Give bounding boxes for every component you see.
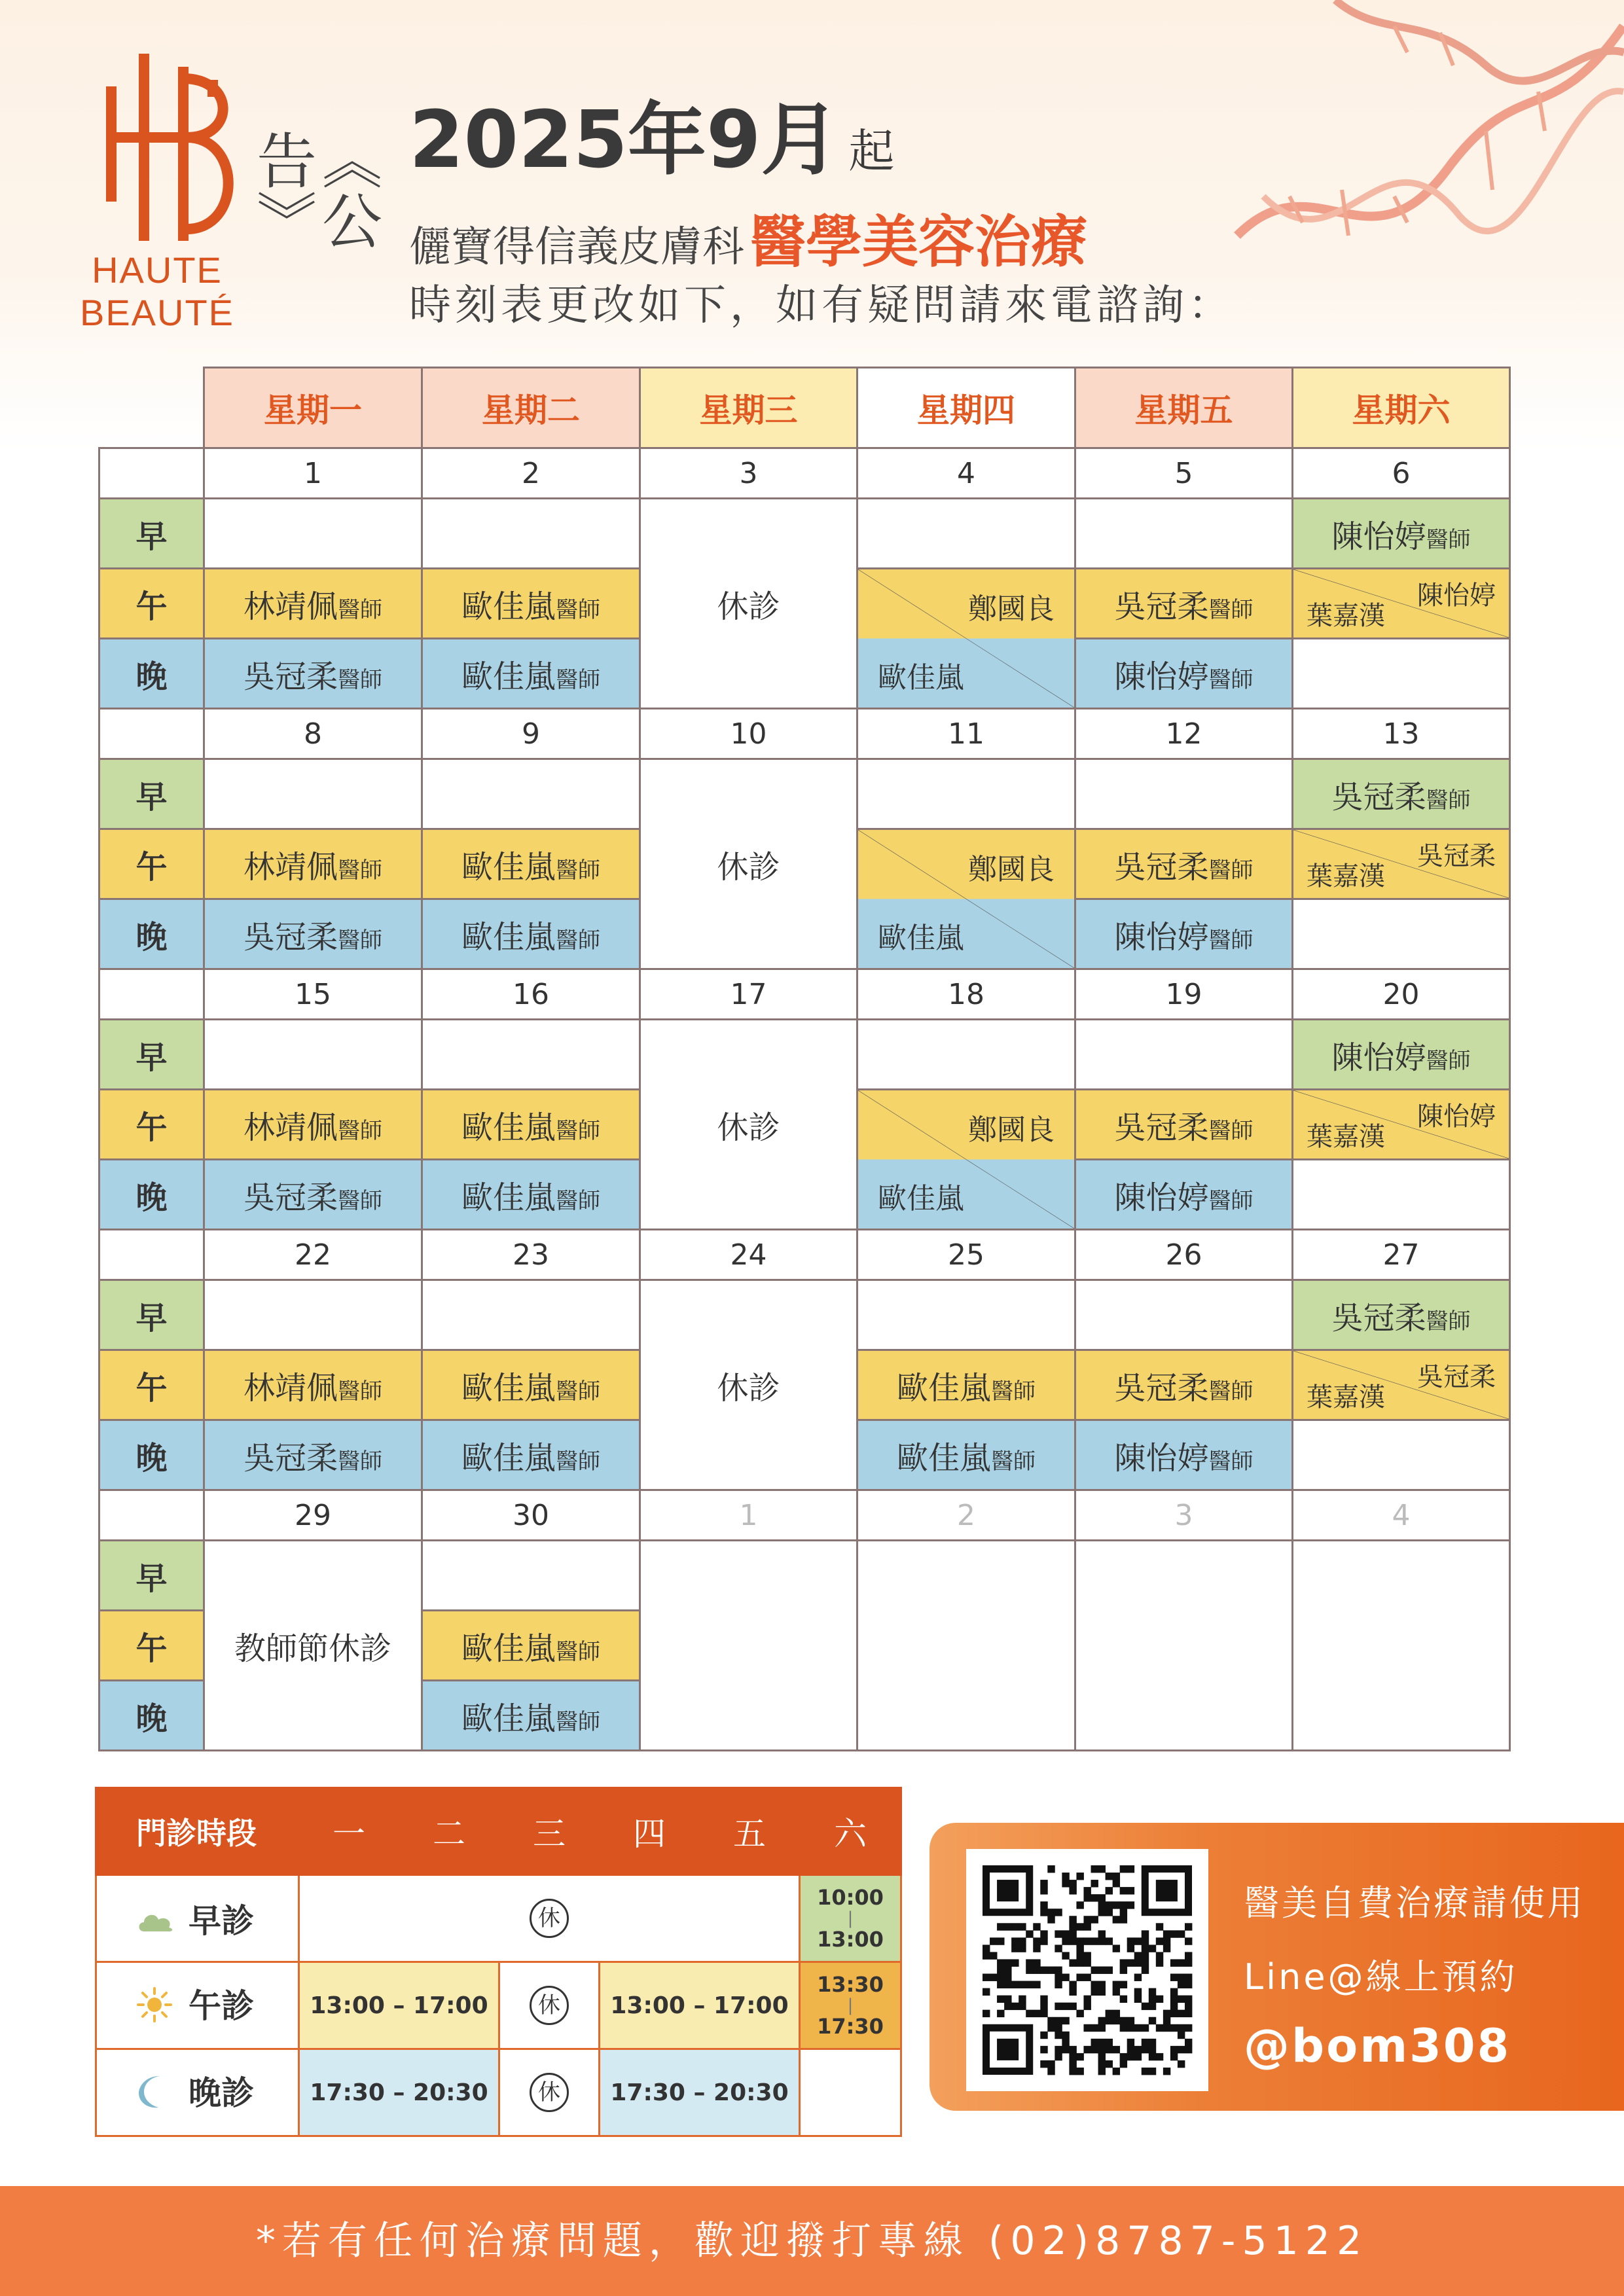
- doctor-cell: [1075, 639, 1293, 709]
- doctor-suffix: 醫師: [1426, 1047, 1471, 1074]
- date-corner: [99, 969, 204, 1020]
- rest-mark: 休: [530, 1899, 569, 1938]
- empty-slot: [1293, 899, 1510, 969]
- date-cell: 2: [857, 1490, 1075, 1541]
- slot-label-noon: 午: [99, 829, 204, 899]
- split-bottom-doctor: 歐佳嵐: [878, 661, 964, 694]
- doctor-cell: [422, 829, 640, 899]
- split-bottom-doctor: 歐佳嵐: [878, 922, 964, 955]
- date-cell: 25: [857, 1230, 1075, 1280]
- doctor-suffix: 醫師: [1208, 596, 1254, 623]
- booking-line2: Line@線上預約: [1244, 1956, 1518, 1998]
- empty-slot: [422, 499, 640, 569]
- empty-slot: [204, 499, 422, 569]
- noon-label-text: 午診: [189, 1987, 254, 2026]
- date-cell: 18: [857, 969, 1075, 1020]
- line-booking-panel: [929, 1823, 1624, 2111]
- doctor-suffix: 醫師: [1426, 1308, 1471, 1335]
- doctor-cell: [1293, 1020, 1510, 1090]
- date-cell: 9: [422, 709, 640, 759]
- doctor-name: 歐佳嵐: [896, 1439, 991, 1477]
- doctor-suffix: 醫師: [1208, 666, 1254, 693]
- doctor-suffix: 醫師: [556, 666, 600, 693]
- doctor-cell: [422, 1611, 640, 1681]
- wed-rest-cell: [499, 2049, 600, 2136]
- doctor-name: 歐佳嵐: [461, 1109, 556, 1146]
- doctor-suffix: 醫師: [556, 1638, 600, 1665]
- split-top-doctor: 陳怡婷: [1417, 581, 1496, 611]
- doctor-suffix: 醫師: [1208, 1448, 1254, 1475]
- doctor-suffix: 醫師: [338, 857, 382, 884]
- closed-cell: 休診: [640, 1280, 857, 1490]
- doctor-cell: [204, 569, 422, 639]
- doctor-name: 歐佳嵐: [461, 848, 556, 886]
- doctor-suffix: 醫師: [991, 1378, 1036, 1405]
- am-rest-cell: [299, 1875, 800, 1962]
- doctor-suffix: 醫師: [556, 596, 600, 623]
- doctor-cell: [857, 1350, 1075, 1420]
- sat-split-cell: [1293, 569, 1510, 639]
- closed-cell: 休診: [640, 499, 857, 709]
- doctor-suffix: 醫師: [991, 1448, 1036, 1475]
- doctor-cell: [1293, 759, 1510, 829]
- split-top-doctor: 陳怡婷: [1417, 1102, 1496, 1132]
- doctor-suffix: 醫師: [1208, 1187, 1254, 1214]
- doctor-cell: [422, 1350, 640, 1420]
- hours-header-label: 門診時段: [96, 1788, 299, 1875]
- date-row: [99, 709, 1510, 759]
- slot-label-eve: 晚: [99, 899, 204, 969]
- title-text: 2025年9月: [409, 95, 840, 186]
- doctor-name: 林靖佩: [243, 848, 338, 886]
- sat-am-start: 10:00: [817, 1885, 884, 1910]
- slot-label-am: 早: [99, 759, 204, 829]
- sat-am-end: 13:00: [817, 1927, 884, 1952]
- doctor-name: 歐佳嵐: [896, 1369, 991, 1407]
- empty-slot: [857, 1020, 1075, 1090]
- date-cell: 3: [1075, 1490, 1293, 1541]
- doctor-name: 吳冠柔: [1114, 588, 1209, 625]
- empty-slot: [857, 499, 1075, 569]
- am-label-text: 早診: [189, 1901, 254, 1940]
- date-cell: 10: [640, 709, 857, 759]
- empty-slot: [857, 759, 1075, 829]
- doctor-name: 吳冠柔: [1114, 1109, 1209, 1146]
- date-cell: 3: [640, 448, 857, 499]
- split-cell: [857, 569, 1075, 709]
- split-bottom-doctor: 葉嘉漢: [1307, 601, 1385, 631]
- sat-pm-start: 13:30: [817, 1972, 884, 1997]
- noon-session-label: [96, 1962, 299, 2049]
- doctor-cell: [422, 639, 640, 709]
- date-cell: 30: [422, 1490, 640, 1541]
- date-cell: 17: [640, 969, 857, 1020]
- date-cell: 24: [640, 1230, 857, 1280]
- hours-day-header: 四: [600, 1788, 700, 1875]
- doctor-suffix: 醫師: [1208, 1378, 1254, 1405]
- date-corner: [99, 448, 204, 499]
- doctor-cell: [422, 1090, 640, 1160]
- empty-slot: [204, 1280, 422, 1350]
- empty-slot: [422, 1020, 640, 1090]
- doctor-suffix: 醫師: [556, 857, 600, 884]
- date-corner: [99, 1230, 204, 1280]
- cloud-icon: [136, 1904, 175, 1942]
- closed-cell: 休診: [640, 1020, 857, 1230]
- empty-slot: [204, 1020, 422, 1090]
- empty-slot: [1075, 1020, 1293, 1090]
- split-bottom-doctor: 葉嘉漢: [1307, 1382, 1385, 1412]
- doctor-name: 林靖佩: [243, 588, 338, 625]
- doctor-suffix: 醫師: [556, 1117, 600, 1144]
- doctor-name: 歐佳嵐: [461, 1179, 556, 1216]
- split-top-doctor: 鄭國良: [968, 853, 1055, 886]
- date-cell: 20: [1293, 969, 1510, 1020]
- noon-hours-mon-tue: 13:00 – 17:00: [299, 1962, 499, 2049]
- doctor-suffix: 醫師: [1208, 1117, 1254, 1144]
- eve-label-text: 晚診: [189, 2074, 254, 2113]
- subtitle: [409, 196, 1087, 278]
- doctor-cell: [204, 1160, 422, 1230]
- doctor-cell: [1075, 1350, 1293, 1420]
- empty-slot: [422, 759, 640, 829]
- doctor-name: 吳冠柔: [1331, 778, 1426, 816]
- doctor-suffix: 醫師: [338, 1187, 382, 1214]
- empty-slot: [857, 1541, 1075, 1751]
- doctor-cell: [857, 1420, 1075, 1490]
- doctor-cell: [422, 899, 640, 969]
- doctor-cell: [1075, 829, 1293, 899]
- rest-mark: 休: [530, 2073, 569, 2112]
- hours-day-header: 五: [700, 1788, 800, 1875]
- doctor-name: 吳冠柔: [243, 658, 338, 695]
- doctor-suffix: 醫師: [556, 1378, 600, 1405]
- date-row: [99, 1230, 1510, 1280]
- subtitle-accent: 醫學美容治療: [749, 209, 1087, 275]
- slot-label-noon: 午: [99, 1350, 204, 1420]
- noon-hours-thu-fri: 13:00 – 17:00: [600, 1962, 800, 2049]
- weekday-header: 星期二: [422, 368, 640, 448]
- date-cell: 6: [1293, 448, 1510, 499]
- date-cell: 8: [204, 709, 422, 759]
- dna-helix-icon: [1211, 0, 1624, 275]
- doctor-suffix: 醫師: [338, 927, 382, 954]
- doctor-suffix: 醫師: [338, 1378, 382, 1405]
- slot-label-am: 早: [99, 1541, 204, 1611]
- time-separator: |: [847, 1996, 854, 2015]
- doctor-cell: [204, 1350, 422, 1420]
- notice-tag: 《公告》: [247, 130, 382, 250]
- date-cell: 15: [204, 969, 422, 1020]
- split-top-doctor: 吳冠柔: [1417, 1362, 1496, 1392]
- sat-pm-hours: [800, 1962, 901, 2049]
- empty-slot: [1075, 1541, 1293, 1751]
- sat-split-cell: [1293, 829, 1510, 899]
- date-cell: 2: [422, 448, 640, 499]
- doctor-cell: [422, 569, 640, 639]
- weekday-header: 星期四: [857, 368, 1075, 448]
- hours-day-header: 三: [499, 1788, 600, 1875]
- date-cell: 4: [857, 448, 1075, 499]
- hours-day-header: 一: [299, 1788, 399, 1875]
- closed-cell: 休診: [640, 759, 857, 969]
- booking-text: [1244, 1875, 1585, 2073]
- doctor-cell: [1293, 499, 1510, 569]
- sun-icon: [136, 1986, 175, 2031]
- am-session-label: [96, 1875, 299, 1962]
- moon-icon: [136, 2073, 175, 2118]
- doctor-suffix: 醫師: [1426, 787, 1471, 814]
- sat-am-hours: [800, 1875, 901, 1962]
- date-cell: 16: [422, 969, 640, 1020]
- empty-slot: [857, 1280, 1075, 1350]
- empty-slot: [1293, 1160, 1510, 1230]
- empty-slot: [1293, 1541, 1510, 1751]
- schedule-calendar: [98, 367, 1511, 1751]
- doctor-cell: [204, 829, 422, 899]
- date-cell: 5: [1075, 448, 1293, 499]
- booking-line1: 醫美自費治療請使用: [1244, 1882, 1585, 1924]
- empty-slot: [1075, 499, 1293, 569]
- doctor-suffix: 醫師: [338, 1448, 382, 1475]
- slot-label-noon: 午: [99, 1611, 204, 1681]
- date-corner: [99, 709, 204, 759]
- eve-hours-mon-tue: 17:30 – 20:30: [299, 2049, 499, 2136]
- sat-split-cell: [1293, 1350, 1510, 1420]
- slot-label-am: 早: [99, 1280, 204, 1350]
- doctor-suffix: 醫師: [338, 1117, 382, 1144]
- doctor-name: 陳怡婷: [1114, 918, 1209, 956]
- split-bottom-doctor: 葉嘉漢: [1307, 861, 1385, 891]
- line-id[interactable]: @bom308: [1244, 2019, 1511, 2073]
- split-top-doctor: 鄭國良: [968, 1113, 1055, 1147]
- date-cell: 26: [1075, 1230, 1293, 1280]
- date-row: [99, 448, 1510, 499]
- eve-hours-thu-fri: 17:30 – 20:30: [600, 2049, 800, 2136]
- doctor-suffix: 醫師: [338, 666, 382, 693]
- doctor-cell: [422, 1681, 640, 1751]
- corner-blank: [99, 368, 204, 448]
- eve-session-label: [96, 2049, 299, 2136]
- doctor-name: 陳怡婷: [1331, 518, 1426, 555]
- logo: [46, 52, 268, 333]
- split-cell: [857, 1090, 1075, 1230]
- empty-slot: [1293, 1420, 1510, 1490]
- doctor-name: 吳冠柔: [1114, 1369, 1209, 1407]
- date-cell: 1: [640, 1490, 857, 1541]
- time-separator: |: [847, 1909, 854, 1928]
- doctor-name: 歐佳嵐: [461, 918, 556, 956]
- doctor-cell: [1075, 899, 1293, 969]
- doctor-cell: [422, 1420, 640, 1490]
- date-cell: 22: [204, 1230, 422, 1280]
- doctor-name: 陳怡婷: [1114, 658, 1209, 695]
- title-suffix: 起: [848, 124, 895, 178]
- notice-note: 時刻表更改如下，如有疑問請來電諮詢：: [409, 281, 1234, 330]
- doctor-suffix: 醫師: [556, 1187, 600, 1214]
- doctor-suffix: 醫師: [556, 1708, 600, 1735]
- empty-slot: [422, 1280, 640, 1350]
- doctor-name: 吳冠柔: [243, 918, 338, 956]
- doctor-cell: [1293, 1280, 1510, 1350]
- empty-slot: [1075, 759, 1293, 829]
- sat-split-cell: [1293, 1090, 1510, 1160]
- split-top-doctor: 鄭國良: [968, 592, 1055, 626]
- doctor-cell: [422, 1160, 640, 1230]
- split-top-doctor: 吳冠柔: [1417, 841, 1496, 871]
- slot-label-eve: 晚: [99, 1420, 204, 1490]
- doctor-cell: [204, 1090, 422, 1160]
- doctor-name: 陳怡婷: [1331, 1039, 1426, 1076]
- doctor-cell: [204, 639, 422, 709]
- teacher-day-closed: 教師節休診: [204, 1541, 422, 1751]
- doctor-name: 吳冠柔: [243, 1179, 338, 1216]
- doctor-name: 歐佳嵐: [461, 1700, 556, 1737]
- date-cell: 13: [1293, 709, 1510, 759]
- doctor-name: 歐佳嵐: [461, 1439, 556, 1477]
- haute-beaute-logo-icon: [46, 52, 268, 249]
- date-cell: 19: [1075, 969, 1293, 1020]
- doctor-cell: [204, 1420, 422, 1490]
- slot-label-eve: 晚: [99, 1160, 204, 1230]
- sat-eve-empty: [800, 2049, 901, 2136]
- footer-hotline: *若有任何治療問題，歡迎撥打專線 (02)8787-5122: [0, 2186, 1624, 2296]
- empty-slot: [422, 1541, 640, 1611]
- clinic-hours-table: [95, 1787, 902, 2137]
- wed-rest-cell: [499, 1962, 600, 2049]
- rest-mark: 休: [530, 1986, 569, 2025]
- date-cell: 23: [422, 1230, 640, 1280]
- weekday-header: 星期五: [1075, 368, 1293, 448]
- slot-label-eve: 晚: [99, 639, 204, 709]
- weekday-header: 星期三: [640, 368, 857, 448]
- split-cell: [857, 829, 1075, 969]
- date-cell: 1: [204, 448, 422, 499]
- split-bottom-doctor: 葉嘉漢: [1307, 1122, 1385, 1152]
- date-cell: 4: [1293, 1490, 1510, 1541]
- date-corner: [99, 1490, 204, 1541]
- doctor-cell: [1075, 1090, 1293, 1160]
- weekday-header: 星期六: [1293, 368, 1510, 448]
- date-cell: 12: [1075, 709, 1293, 759]
- slot-label-noon: 午: [99, 1090, 204, 1160]
- doctor-suffix: 醫師: [1208, 857, 1254, 884]
- doctor-name: 林靖佩: [243, 1109, 338, 1146]
- date-row: [99, 969, 1510, 1020]
- slot-label-am: 早: [99, 499, 204, 569]
- doctor-name: 吳冠柔: [1114, 848, 1209, 886]
- page-title: [409, 77, 894, 190]
- empty-slot: [1293, 639, 1510, 709]
- doctor-suffix: 醫師: [1208, 927, 1254, 954]
- date-cell: 11: [857, 709, 1075, 759]
- subtitle-prefix: 儷寶得信義皮膚科: [409, 223, 744, 272]
- slot-label-am: 早: [99, 1020, 204, 1090]
- doctor-cell: [204, 899, 422, 969]
- date-cell: 29: [204, 1490, 422, 1541]
- qr-code[interactable]: [966, 1849, 1208, 2091]
- doctor-name: 陳怡婷: [1114, 1439, 1209, 1477]
- doctor-name: 吳冠柔: [1331, 1299, 1426, 1336]
- hours-day-header: 六: [800, 1788, 901, 1875]
- empty-slot: [640, 1541, 857, 1751]
- doctor-cell: [1075, 1160, 1293, 1230]
- doctor-name: 吳冠柔: [243, 1439, 338, 1477]
- empty-slot: [204, 759, 422, 829]
- weekday-header: 星期一: [204, 368, 422, 448]
- doctor-suffix: 醫師: [1426, 526, 1471, 553]
- hours-day-header: 二: [399, 1788, 499, 1875]
- sat-pm-end: 17:30: [817, 2014, 884, 2039]
- split-bottom-doctor: 歐佳嵐: [878, 1182, 964, 1215]
- doctor-cell: [1075, 569, 1293, 639]
- doctor-cell: [1075, 1420, 1293, 1490]
- date-cell: 27: [1293, 1230, 1510, 1280]
- logo-text: HAUTE BEAUTÉ: [79, 249, 235, 333]
- doctor-name: 歐佳嵐: [461, 588, 556, 625]
- doctor-name: 林靖佩: [243, 1369, 338, 1407]
- empty-slot: [1075, 1280, 1293, 1350]
- doctor-suffix: 醫師: [338, 596, 382, 623]
- doctor-name: 陳怡婷: [1114, 1179, 1209, 1216]
- doctor-name: 歐佳嵐: [461, 658, 556, 695]
- doctor-suffix: 醫師: [556, 1448, 600, 1475]
- doctor-name: 歐佳嵐: [461, 1369, 556, 1407]
- doctor-name: 歐佳嵐: [461, 1630, 556, 1667]
- slot-label-noon: 午: [99, 569, 204, 639]
- date-row: [99, 1490, 1510, 1541]
- qr-code-icon: [966, 1849, 1208, 2091]
- doctor-suffix: 醫師: [556, 927, 600, 954]
- slot-label-eve: 晚: [99, 1681, 204, 1751]
